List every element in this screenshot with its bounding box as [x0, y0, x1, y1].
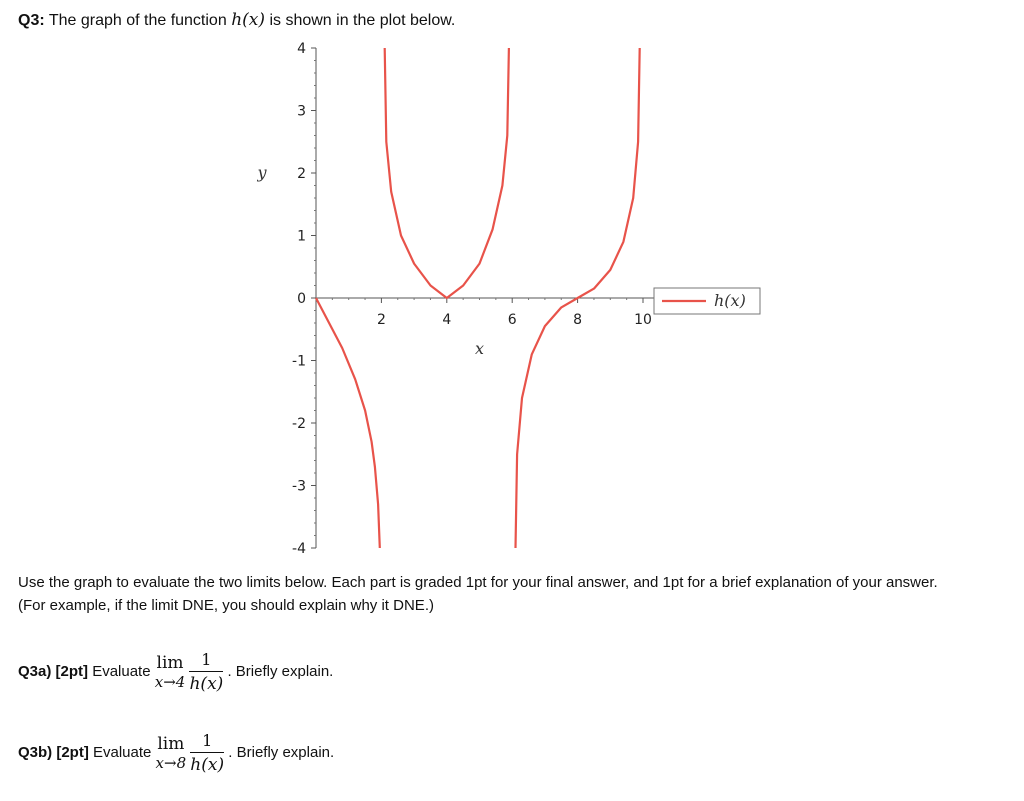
q3a-fraction — [189, 650, 223, 694]
q3a-evaluate: Evaluate — [92, 662, 151, 680]
question-header — [18, 10, 455, 30]
y-axis-label: y — [257, 163, 267, 182]
q3b-lim-sub: x→8 — [155, 754, 187, 772]
x-tick-label: 4 — [442, 312, 452, 328]
question-text-before: The graph of the function — [48, 12, 227, 29]
x-tick-label: 10 — [634, 312, 652, 328]
q3b-lim-word: lim — [157, 734, 185, 754]
y-tick-label: -3 — [292, 478, 306, 495]
q3a-tail: . Briefly explain. — [227, 662, 334, 680]
q3b-evaluate: Evaluate — [93, 743, 152, 761]
y-tick-label: -1 — [292, 353, 306, 370]
y-tick-label: 1 — [297, 228, 306, 245]
q3a-denominator: h(x) — [189, 674, 224, 694]
x-axis-label: x — [474, 339, 485, 358]
q3a-limit — [155, 650, 224, 694]
question-text-after: is shown in the plot below. — [269, 12, 456, 29]
q3b-fraction — [190, 731, 224, 775]
y-tick-label: 3 — [297, 103, 306, 120]
x-tick-label: 8 — [573, 312, 583, 328]
q3b-tail: . Briefly explain. — [228, 743, 335, 761]
y-tick-label: 4 — [297, 41, 306, 57]
q3b-denominator: h(x) — [190, 755, 225, 775]
curve-segment-1 — [316, 298, 380, 548]
function-plot — [240, 40, 780, 560]
plot-legend — [654, 288, 760, 314]
y-tick-label: -4 — [292, 541, 306, 557]
q3a-lim-word: lim — [156, 653, 184, 673]
question-3b — [18, 731, 334, 775]
y-tick-label: 0 — [297, 291, 306, 307]
legend-label: h(x) — [714, 291, 746, 310]
q3b-limit — [156, 731, 225, 775]
x-tick-label: 6 — [507, 312, 517, 328]
q3b-label: Q3b) [2pt] — [18, 743, 89, 761]
q3a-numerator: 1 — [189, 650, 223, 672]
q3b-numerator: 1 — [190, 731, 224, 753]
question-3a — [18, 650, 333, 694]
x-tick-label: 2 — [376, 312, 386, 328]
instructions-line-1: Use the graph to evaluate the two limits below. Each part is graded 1pt for your final answer, and 1pt for a brief explanation of your answer. — [18, 574, 938, 591]
q3a-label: Q3a) [2pt] — [18, 662, 89, 680]
question-label: Q3: — [18, 12, 45, 29]
curve-segment-2 — [385, 48, 509, 298]
q3a-lim-sub: x→4 — [154, 673, 186, 691]
function-name: h(x) — [231, 10, 265, 30]
y-tick-label: 2 — [297, 166, 306, 182]
y-tick-label: -2 — [292, 416, 306, 432]
instructions-line-2: (For example, if the limit DNE, you should explain why it DNE.) — [18, 597, 434, 614]
